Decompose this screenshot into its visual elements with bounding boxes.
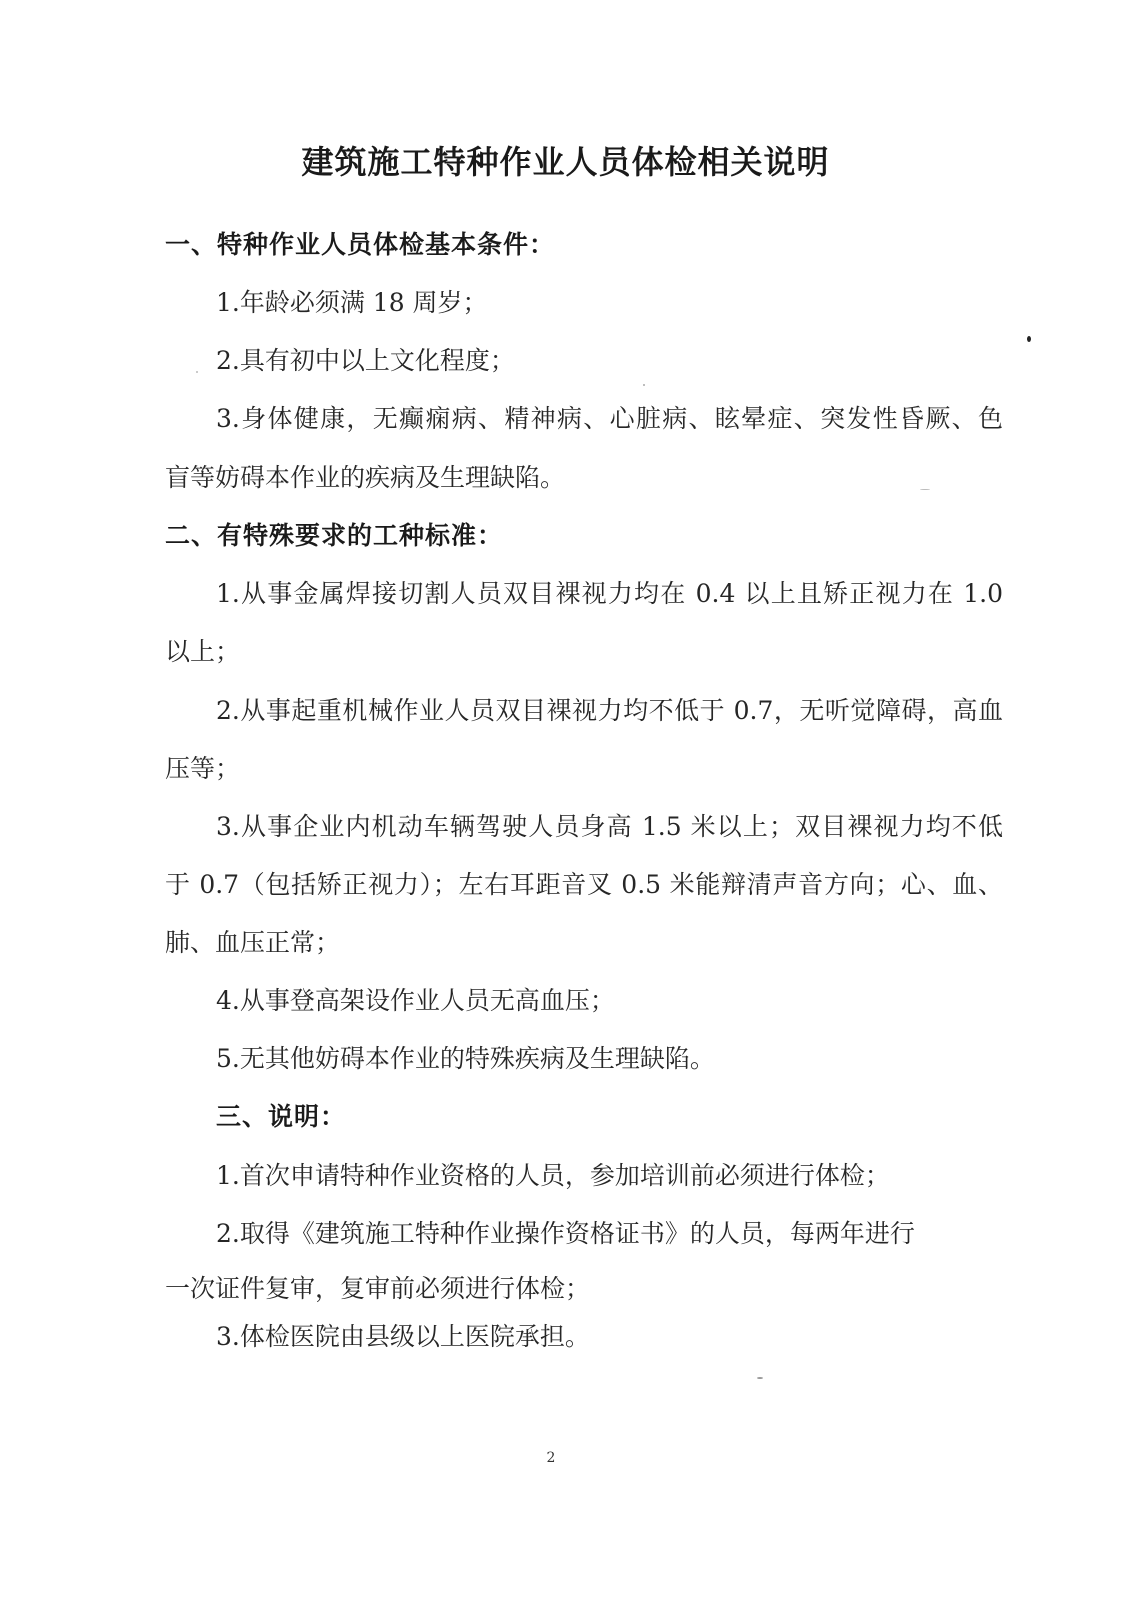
section-2-item-5: 5.无其他妨碍本作业的特殊疾病及生理缺陷。 xyxy=(216,1044,715,1073)
page-number: 2 xyxy=(546,1450,556,1466)
scan-speck xyxy=(920,489,930,490)
section-2-heading: 二、有特殊要求的工种标准： xyxy=(165,521,504,550)
section-1-item-3-line-2: 盲等妨碍本作业的疾病及生理缺陷。 xyxy=(165,463,566,492)
document-title: 建筑施工特种作业人员体检相关说明 xyxy=(301,143,830,181)
scan-speck xyxy=(757,1377,763,1379)
section-1-item-2: 2.具有初中以上文化程度； xyxy=(216,346,515,375)
section-3-item-1: 1.首次申请特种作业资格的人员，参加培训前必须进行体检； xyxy=(216,1161,890,1190)
section-2-item-2-line-2: 压等； xyxy=(165,754,241,783)
section-1-item-1: 1.年龄必须满 18 周岁； xyxy=(216,288,488,317)
section-3-heading: 三、说明： xyxy=(216,1102,347,1131)
section-3-item-3: 3.体检医院由县级以上医院承担。 xyxy=(216,1322,590,1351)
section-3-item-2-line-2: 一次证件复审，复审前必须进行体检； xyxy=(165,1274,591,1303)
scan-speck xyxy=(1027,336,1031,342)
section-1-item-3-line-1: 3.身体健康，无癫痫病、精神病、心脏病、眩晕症、突发性昏厥、色 xyxy=(216,404,1003,433)
section-3-item-2-line-1: 2.取得《建筑施工特种作业操作资格证书》的人员，每两年进行 xyxy=(216,1219,915,1248)
section-1-heading: 一、特种作业人员体检基本条件： xyxy=(165,230,556,259)
section-2-item-3-line-3: 肺、血压正常； xyxy=(165,928,341,957)
scan-speck xyxy=(196,371,198,373)
scan-speck xyxy=(643,384,645,386)
section-2-item-2-line-1: 2.从事起重机械作业人员双目裸视力均不低于 0.7，无听觉障碍，高血 xyxy=(216,696,1003,725)
section-2-item-1-line-2: 以上； xyxy=(165,637,241,666)
section-2-item-3-line-2: 于 0.7（包括矫正视力）；左右耳距音叉 0.5 米能辩清声音方向；心、血、 xyxy=(165,870,1003,899)
section-2-item-1-line-1: 1.从事金属焊接切割人员双目裸视力均在 0.4 以上且矫正视力在 1.0 xyxy=(216,579,1003,608)
section-2-item-3-line-1: 3.从事企业内机动车辆驾驶人员身高 1.5 米以上；双目裸视力均不低 xyxy=(216,812,1003,841)
section-2-item-4: 4.从事登高架设作业人员无高血压； xyxy=(216,986,615,1015)
